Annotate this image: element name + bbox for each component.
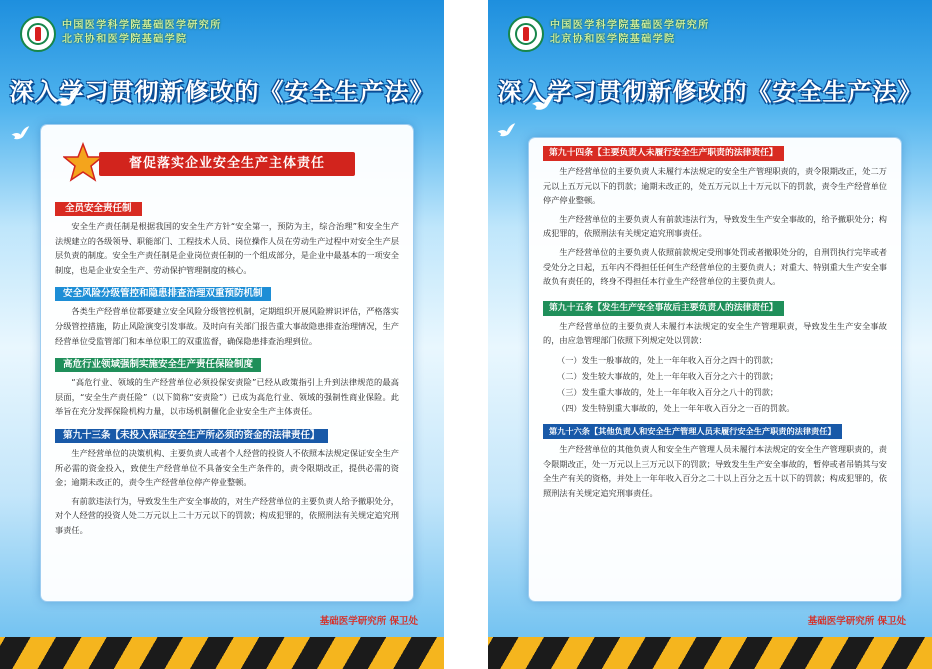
section-article-95 — [543, 293, 887, 416]
section-paragraph: 生产经营单位的主要负责人未履行本法规定的安全生产管理职责，导致发生生产安全事故的，由应急管理部门依照下列规定处以罚款： — [543, 320, 887, 346]
section-paragraph: 各类生产经营单位都要建立安全风险分级管控机制，定期组织开展风险辨识评估，严格落实分级管控措施，防止风险演变引发事故。及时向有关部门报告重大事故隐患排查治理情况，生产经营单位受监管部门和本单位职工的双重监督，确保隐患排查治理到位。 — [55, 306, 399, 346]
institute-logo — [20, 16, 320, 54]
banner — [99, 152, 355, 176]
section-paragraph: “高危行业、领域的生产经营单位必须投保安责险”已经从政策指引上升到法律规范的最高层面，“安全生产责任险”（以下简称“安责险”）已成为高危行业、领域的强制性商业保险。此举旨在充分发挥保险机构力量，以市场机制催化企业安全生产主体责任。 — [55, 377, 399, 417]
section-heading: 高危行业领域强制实施安全生产责任保险制度 — [55, 358, 261, 372]
logo-emblem-icon — [508, 16, 544, 52]
dove-icon — [55, 88, 81, 110]
section-paragraph: 生产经营单位的决策机构、主要负责人或者个人经营的投资人不依照本法规定保证安全生产所必需的资金投入，致使生产经营单位不具备安全生产条件的，责令限期改正，提供必需的资金；逾期未改正的，责令生产经营单位停产停业整顿。 — [55, 447, 399, 488]
section-article-96 — [543, 416, 887, 500]
section-paragraph: 安全生产责任制是根据我国的安全生产方针“安全第一，预防为主，综合治理”和安全生产法规建立的各级领导、职能部门、工程技术人员、岗位操作人员在劳动生产过程中对安全生产层层负责的制度。安全生产责任制是企业岗位责任制的一个组成部分，是企业中最基本的一项安全制度，也是企业安全生产、劳动保护管理制度的核心。 — [55, 221, 399, 275]
dove-icon — [530, 92, 556, 114]
dove-icon — [496, 122, 516, 140]
section-paragraph: 有前款违法行为，导致发生生产安全事故的，对生产经营单位的主要负责人给予撤职处分，对个人经营的投资人处二万元以上二十万元以下的罚款；构成犯罪的，依照刑法有关规定追究刑事责任。 — [55, 495, 399, 535]
section-paragraph: 生产经营单位的主要负责人有前款违法行为，导致发生生产安全事故的，给予撤职处分；构成犯罪的，依照刑法有关规定追究刑事责任。 — [543, 213, 887, 239]
logo-line-1: 中国医学科学院基础医学研究所 — [550, 20, 710, 31]
poster-left — [0, 0, 444, 669]
poster-right — [488, 0, 932, 669]
main-title: 深入学习贯彻新修改的《安全生产法》 — [9, 78, 435, 106]
footer-department: 基础医学研究所 保卫处 — [319, 616, 418, 627]
section-risk-control — [55, 281, 399, 348]
banner-title: 督促落实企业安全生产主体责任 — [128, 156, 325, 171]
footer-department: 基础医学研究所 保卫处 — [807, 616, 906, 627]
section-paragraph: 生产经营单位的主要负责人依照前款规定受刑事处罚或者撤职处分的，自刑罚执行完毕或者受处分之日起，五年内不得担任任何生产经营单位的主要负责人；对重大、特别重大生产安全事故负有责任的，终身不得担任本行业生产经营单位的主要负责人。 — [543, 246, 887, 287]
section-insurance — [55, 352, 399, 419]
logo-line-1: 中国医学科学院基础医学研究所 — [62, 20, 222, 31]
logo-line-2: 北京协和医学院基础学院 — [550, 34, 676, 45]
section-heading: 第九十六条【其他负责人和安全生产管理人员未履行安全生产职责的法律责任】 — [543, 424, 842, 439]
section-heading: 安全风险分级管控和隐患排查治理双重预防机制 — [55, 287, 271, 301]
section-article-93 — [55, 423, 399, 538]
penalty-list-item: （三）发生重大事故的，处上一年年收入百分之八十的罚款； — [557, 386, 779, 397]
content-panel-right — [529, 138, 901, 601]
main-title: 深入学习贯彻新修改的《安全生产法》 — [497, 78, 923, 106]
penalty-list-item: （四）发生特别重大事故的，处上一年年收入百分之一百的罚款。 — [557, 402, 795, 413]
penalty-list-item: （一）发生一般事故的，处上一年年收入百分之四十的罚款； — [557, 354, 779, 365]
section-heading: 第九十四条【主要负责人未履行安全生产职责的法律责任】 — [543, 146, 784, 161]
section-paragraph: 生产经营单位的主要负责人未履行本法规定的安全生产管理职责的，责令限期改正，处二万元以上五万元以下的罚款；逾期未改正的，处五万元以上十万元以下的罚款，责令生产经营单位停产停业整顿。 — [543, 166, 887, 206]
hazard-stripes — [0, 637, 444, 669]
section-paragraph: 生产经营单位的其他负责人和安全生产管理人员未履行本法规定的安全生产管理职责的，责令限期改正，处一万元以上三万元以下的罚款；导致发生生产安全事故的，暂停或者吊销其与安全生产有关的资格，并处上一年年收入百分之二十以上百分之五十以下的罚款；构成犯罪的，依照刑法有关规定追究刑事责任。 — [543, 443, 887, 498]
star-icon — [63, 142, 103, 182]
dove-icon — [10, 125, 30, 143]
section-responsibility — [55, 196, 399, 277]
section-heading: 全员安全责任制 — [55, 202, 142, 216]
section-heading: 第九十五条【发生生产安全事故后主要负责人的法律责任】 — [543, 301, 784, 316]
penalty-list-item: （二）发生较大事故的，处上一年年收入百分之六十的罚款； — [557, 370, 779, 381]
section-article-94 — [543, 138, 887, 289]
institute-logo — [508, 16, 808, 54]
hazard-stripes — [488, 637, 932, 669]
section-heading: 第九十三条【未投入保证安全生产所必须的资金的法律责任】 — [55, 429, 328, 443]
content-panel-left — [41, 125, 413, 601]
logo-emblem-icon — [20, 16, 56, 52]
logo-line-2: 北京协和医学院基础学院 — [62, 34, 188, 45]
